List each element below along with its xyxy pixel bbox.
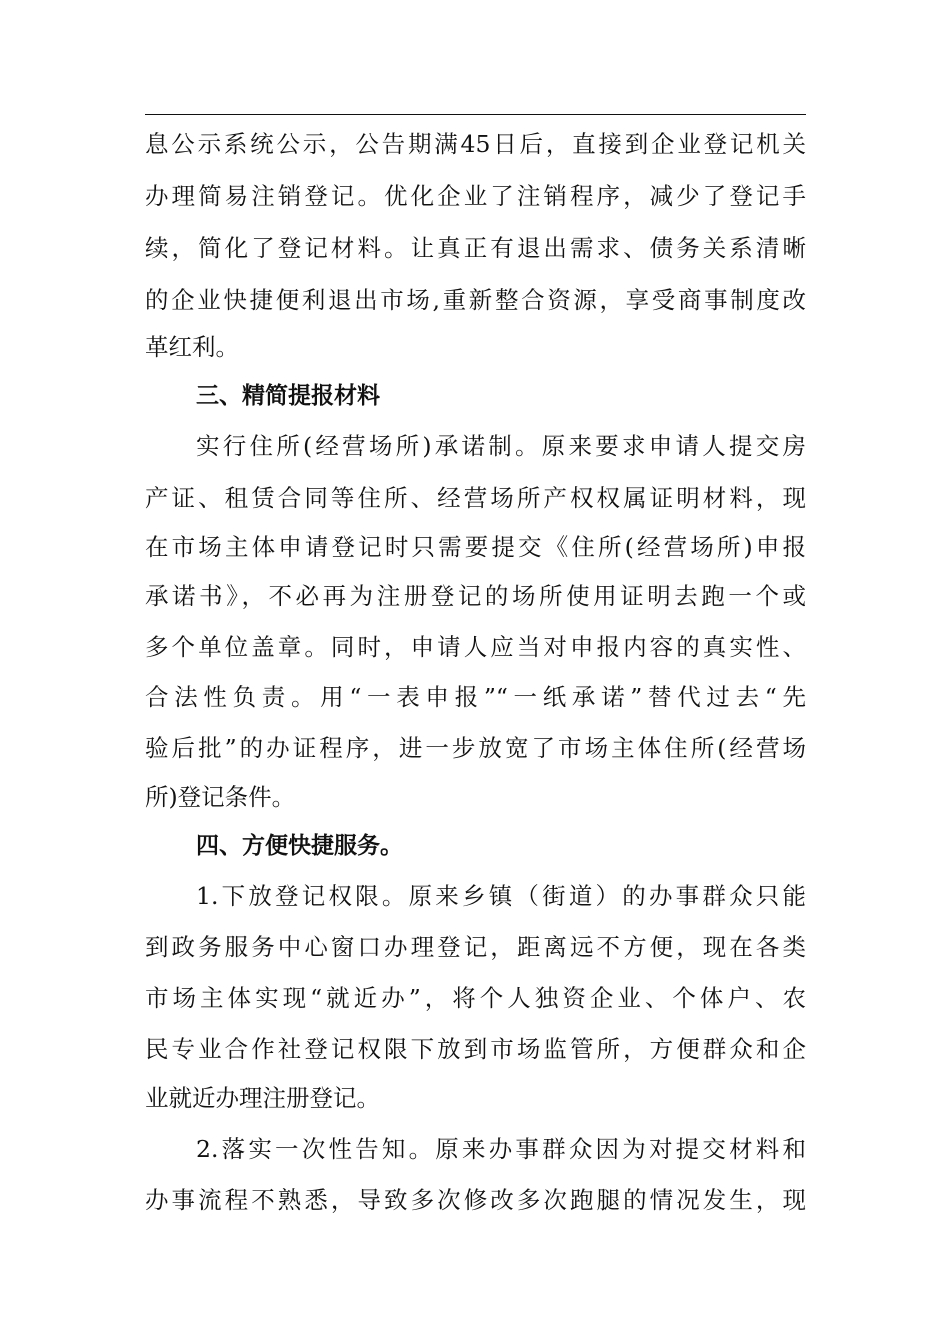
- paragraph-line: 所)登记条件。: [145, 783, 296, 811]
- paragraph-line: 息公示系统公示，公告期满45日后，直接到企业登记机关: [145, 130, 806, 158]
- section-heading: 四、方便快捷服务。: [196, 833, 403, 859]
- paragraph-line: 实行住所(经营场所)承诺制。原来要求申请人提交房: [196, 432, 806, 460]
- paragraph-line: 在市场主体申请登记时只需要提交《住所(经营场所)申报: [145, 533, 806, 561]
- paragraph-line: 业就近办理注册登记。: [145, 1084, 380, 1112]
- section-heading: 三、精简提报材料: [196, 383, 380, 409]
- paragraph-line: 多个单位盖章。同时，申请人应当对申报内容的真实性、: [145, 633, 806, 661]
- paragraph-line: 1.下放登记权限。原来乡镇（街道）的办事群众只能: [196, 882, 806, 910]
- paragraph-line: 的企业快捷便利退出市场,重新整合资源，享受商事制度改: [145, 286, 806, 314]
- paragraph-line: 产证、租赁合同等住所、经营场所产权权属证明材料，现: [145, 484, 806, 512]
- paragraph-line: 2.落实一次性告知。原来办事群众因为对提交材料和: [196, 1135, 806, 1163]
- paragraph-line: 承诺书》，不必再为注册登记的场所使用证明去跑一个或: [145, 582, 806, 610]
- paragraph-line: 市场主体实现“就近办”，将个人独资企业、个体户、农: [145, 984, 806, 1012]
- paragraph-line: 革红利。: [145, 333, 239, 361]
- paragraph-line: 验后批”的办证程序，进一步放宽了市场主体住所(经营场: [145, 734, 806, 762]
- paragraph-line: 到政务服务中心窗口办理登记，距离远不方便，现在各类: [145, 933, 806, 961]
- paragraph-line: 合法性负责。用“一表申报”“一纸承诺”替代过去“先: [145, 683, 806, 711]
- paragraph-line: 办事流程不熟悉，导致多次修改多次跑腿的情况发生，现: [145, 1186, 806, 1214]
- header-rule: [145, 114, 806, 115]
- paragraph-line: 续，简化了登记材料。让真正有退出需求、债务关系清晰: [145, 234, 806, 262]
- paragraph-line: 办理简易注销登记。优化企业了注销程序，减少了登记手: [145, 182, 806, 210]
- paragraph-line: 民专业合作社登记权限下放到市场监管所，方便群众和企: [145, 1035, 806, 1063]
